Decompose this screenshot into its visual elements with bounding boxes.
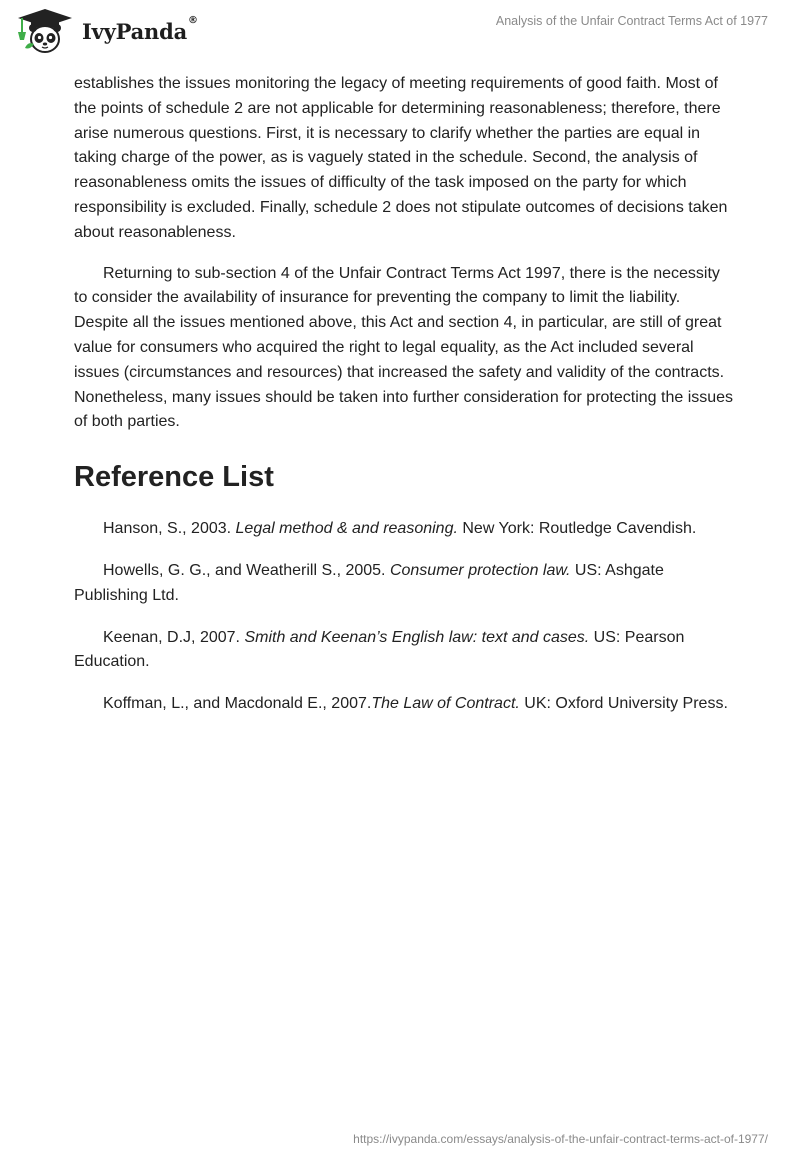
reference-publisher: US: Ashgate Publishing Ltd. <box>74 561 664 604</box>
page-header <box>0 0 800 60</box>
reference-publisher: US: Pearson Education. <box>74 628 685 671</box>
reference-author-year: Keenan, D.J, 2007. <box>103 628 245 646</box>
body-paragraph: establishes the issues monitoring the legacy of meeting requirements of good faith. Most of the points of schedule 2 are not applicable for determining reasonableness; therefore, there arise numerous questions. First, it is necessary to clarify whether the parties are equal in taking charge of the power, as is vaguely stated in the schedule. Second, the analysis of reasonableness omits the issues of difficulty of the task imposed on the party for which responsibility is excluded. Finally, schedule 2 does not stipulate outcomes of decisions taken about reasonableness. <box>74 75 728 241</box>
reference-title: The Law of Contract. <box>371 695 520 713</box>
source-url-link[interactable]: https://ivypanda.com/essays/analysis-of-the-unfair-contract-terms-act-of-1977/ <box>353 1132 768 1146</box>
reference-entry <box>74 626 734 676</box>
ivypanda-logo[interactable] <box>14 8 198 54</box>
reference-title: Smith and Keenan’s English law: text and cases. <box>244 628 590 646</box>
body-paragraph: Returning to sub-section 4 of the Unfair Contract Terms Act 1997, there is the necessity to consider the availability of insurance for preventing the company to limit the liability. Despite all the issues mentioned above, this Act and section 4, in particular, are still of great value for consumers who acquired the right to legal equality, as the Act included several issues (circumstances and resources) that increased the safety and validity of the contracts. Nonetheless, many issues should be taken into further consideration for protecting the issues of both parties. <box>74 264 734 431</box>
brand-name: IvyPanda® <box>82 14 198 44</box>
reference-author-year: Hanson, S., 2003. <box>103 520 236 538</box>
reference-publisher: New York: Routledge Cavendish. <box>457 520 697 538</box>
reference-entry <box>74 692 734 717</box>
reference-entry <box>74 517 734 542</box>
main-content <box>74 72 734 734</box>
reference-title: Consumer protection law. <box>389 561 571 579</box>
reference-title: Legal method & and reasoning. <box>235 520 458 538</box>
reference-author-year: Howells, G. G., and Weatherill S., 2005. <box>103 561 390 579</box>
panda-graduation-cap-logo-icon <box>14 8 76 54</box>
document-title: Analysis of the Unfair Contract Terms Act of 1977 <box>495 14 768 28</box>
reference-list-heading: Reference List <box>74 461 274 494</box>
reference-author-year: Koffman, L., and Macdonald E., 2007. <box>103 695 372 713</box>
reference-list <box>74 517 734 717</box>
reference-entry <box>74 559 734 609</box>
reference-publisher: UK: Oxford University Press. <box>519 695 728 713</box>
registered-mark: ® <box>188 14 198 26</box>
